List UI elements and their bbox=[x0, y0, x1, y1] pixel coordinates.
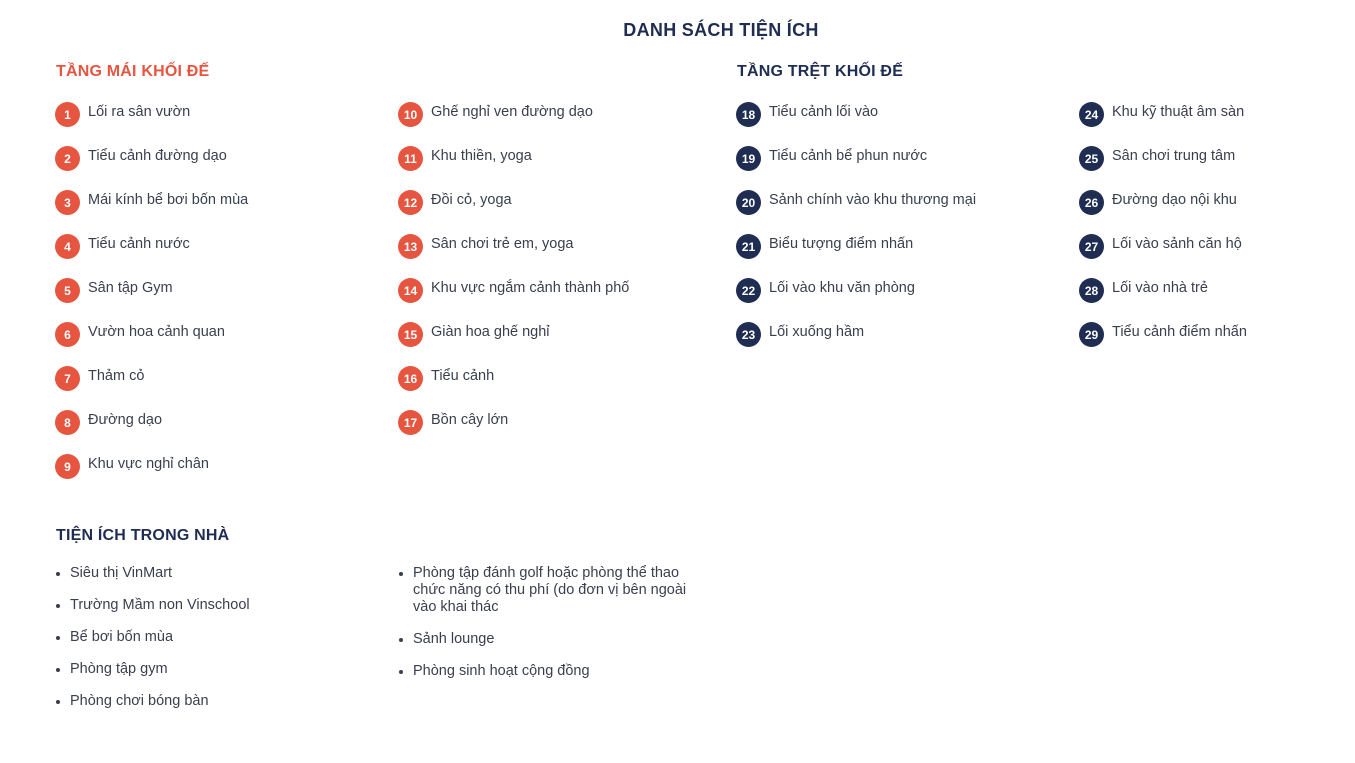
number-badge: 23 bbox=[736, 322, 761, 347]
number-badge: 29 bbox=[1079, 322, 1104, 347]
number-badge: 21 bbox=[736, 234, 761, 259]
number-badge: 27 bbox=[1079, 234, 1104, 259]
item-label: Khu kỹ thuật âm sàn bbox=[1112, 104, 1245, 120]
item-label: Sân chơi trẻ em, yoga bbox=[431, 236, 574, 252]
item-label: Khu vực nghỉ chân bbox=[88, 456, 209, 472]
indoor-list-col1 bbox=[55, 565, 355, 725]
item-label: Thảm cỏ bbox=[88, 368, 145, 384]
number-badge: 20 bbox=[736, 190, 761, 215]
item-label: Ghế nghỉ ven đường dạo bbox=[431, 104, 593, 120]
item-label: Biểu tượng điểm nhấn bbox=[769, 236, 914, 252]
number-badge: 3 bbox=[55, 190, 80, 215]
section-heading-indoor: TIỆN ÍCH TRONG NHÀ bbox=[56, 527, 230, 544]
number-badge: 17 bbox=[398, 410, 423, 435]
item-label: Sân chơi trung tâm bbox=[1112, 148, 1236, 164]
item-label: Tiểu cảnh bể phun nước bbox=[769, 148, 928, 164]
number-badge: 4 bbox=[55, 234, 80, 259]
number-badge: 26 bbox=[1079, 190, 1104, 215]
number-badge: 15 bbox=[398, 322, 423, 347]
section-heading-roof: TẦNG MÁI KHỐI ĐẾ bbox=[56, 63, 210, 80]
list-item: Trường Mầm non Vinschool bbox=[55, 597, 355, 614]
number-badge: 24 bbox=[1079, 102, 1104, 127]
number-badge: 18 bbox=[736, 102, 761, 127]
number-badge: 13 bbox=[398, 234, 423, 259]
number-badge: 19 bbox=[736, 146, 761, 171]
item-label: Tiểu cảnh nước bbox=[88, 236, 190, 252]
item-label: Tiểu cảnh điểm nhấn bbox=[1112, 324, 1247, 340]
number-badge: 2 bbox=[55, 146, 80, 171]
item-label: Mái kính bể bơi bốn mùa bbox=[88, 192, 249, 208]
item-label: Đồi cỏ, yoga bbox=[431, 192, 512, 208]
indoor-list-col2 bbox=[398, 565, 710, 695]
item-label: Lối ra sân vườn bbox=[88, 104, 191, 120]
number-badge: 9 bbox=[55, 454, 80, 479]
item-label: Tiểu cảnh bbox=[431, 368, 495, 384]
page-title: DANH SÁCH TIỆN ÍCH bbox=[623, 20, 819, 40]
number-badge: 14 bbox=[398, 278, 423, 303]
item-label: Tiểu cảnh lối vào bbox=[769, 104, 879, 120]
list-item: Bể bơi bốn mùa bbox=[55, 629, 355, 646]
item-label: Lối xuống hầm bbox=[769, 324, 865, 340]
number-badge: 1 bbox=[55, 102, 80, 127]
number-badge: 10 bbox=[398, 102, 423, 127]
item-label: Lối vào nhà trẻ bbox=[1112, 280, 1208, 296]
item-label: Khu thiền, yoga bbox=[431, 148, 532, 164]
section-heading-ground: TẦNG TRỆT KHỐI ĐẾ bbox=[737, 63, 904, 80]
number-badge: 25 bbox=[1079, 146, 1104, 171]
list-item: Phòng chơi bóng bàn bbox=[55, 693, 355, 710]
item-label: Giàn hoa ghế nghỉ bbox=[431, 324, 550, 340]
list-item: Phòng tập gym bbox=[55, 661, 355, 678]
number-badge: 7 bbox=[55, 366, 80, 391]
item-label: Lối vào khu văn phòng bbox=[769, 280, 915, 296]
item-label: Lối vào sảnh căn hộ bbox=[1112, 236, 1242, 252]
list-item: Phòng sinh hoạt cộng đồng bbox=[398, 663, 710, 680]
item-label: Vườn hoa cảnh quan bbox=[88, 324, 225, 340]
item-label: Đường dạo nội khu bbox=[1112, 192, 1237, 208]
item-label: Sân tập Gym bbox=[88, 280, 173, 296]
number-badge: 8 bbox=[55, 410, 80, 435]
list-item: Phòng tập đánh golf hoặc phòng thể thao chức năng có thu phí (do đơn vị bên ngoài vào khai thác bbox=[398, 565, 710, 616]
number-badge: 16 bbox=[398, 366, 423, 391]
item-label: Khu vực ngắm cảnh thành phố bbox=[431, 280, 630, 296]
item-label: Bồn cây lớn bbox=[431, 412, 509, 428]
number-badge: 6 bbox=[55, 322, 80, 347]
item-label: Tiểu cảnh đường dạo bbox=[88, 148, 227, 164]
number-badge: 11 bbox=[398, 146, 423, 171]
list-item: Sảnh lounge bbox=[398, 631, 710, 648]
item-label: Đường dạo bbox=[88, 412, 163, 428]
number-badge: 28 bbox=[1079, 278, 1104, 303]
number-badge: 5 bbox=[55, 278, 80, 303]
number-badge: 22 bbox=[736, 278, 761, 303]
item-label: Sảnh chính vào khu thương mại bbox=[769, 192, 977, 208]
list-item: Siêu thị VinMart bbox=[55, 565, 355, 582]
number-badge: 12 bbox=[398, 190, 423, 215]
